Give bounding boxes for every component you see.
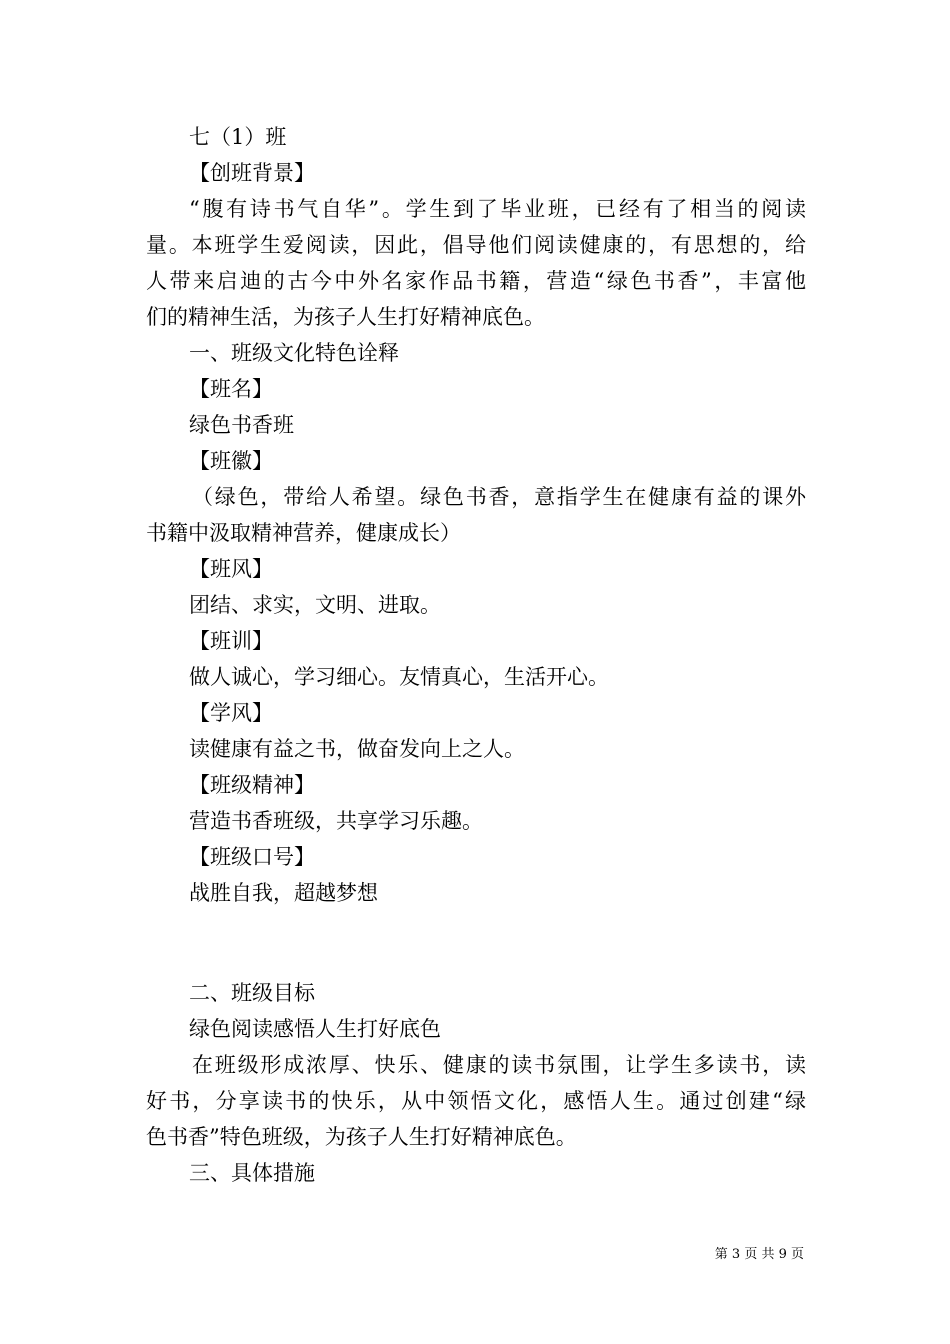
paragraph-goal-line-2: 好书，分享读书的快乐，从中领悟文化，感悟人生。通过创建“绿 xyxy=(146,1089,806,1113)
paragraph-background-line-4: 们的精神生活，为孩子人生打好精神底色。 xyxy=(146,305,545,329)
class-name-line: 七（1）班 xyxy=(189,125,287,149)
value-class-spirit: 营造书香班级，共享学习乐趣。 xyxy=(189,809,483,833)
paragraph-goal-line-3: 色书香”特色班级，为孩子人生打好精神底色。 xyxy=(146,1125,577,1149)
label-class-slogan: 【班级口号】 xyxy=(189,845,315,869)
value-class-motto: 做人诚心，学习细心。友情真心，生活开心。 xyxy=(189,665,609,689)
section-heading-3: 三、具体措施 xyxy=(189,1161,315,1185)
value-class-badge-line-1: （绿色，带给人希望。绿色书香，意指学生在健康有益的课外 xyxy=(192,485,806,509)
section-heading-1: 一、班级文化特色诠释 xyxy=(189,341,399,365)
section-heading-2: 二、班级目标 xyxy=(189,981,315,1005)
paragraph-goal-line-1: 在班级形成浓厚、快乐、健康的读书氛围，让学生多读书，读 xyxy=(192,1053,806,1077)
label-class-style: 【班风】 xyxy=(189,557,273,581)
label-class-spirit: 【班级精神】 xyxy=(189,773,315,797)
value-class-style: 团结、求实，文明、进取。 xyxy=(189,593,441,617)
blank-spacer xyxy=(146,911,806,975)
page-number-footer: 第 3 页 共 9 页 xyxy=(714,1247,804,1262)
document-body xyxy=(146,119,806,1191)
paragraph-background-line-2: 量。本班学生爱阅读，因此，倡导他们阅读健康的，有思想的，给 xyxy=(146,233,806,257)
value-class-slogan: 战胜自我，超越梦想 xyxy=(189,881,378,905)
goal-title: 绿色阅读感悟人生打好底色 xyxy=(189,1017,441,1041)
label-study-style: 【学风】 xyxy=(189,701,273,725)
value-study-style: 读健康有益之书，做奋发向上之人。 xyxy=(189,737,525,761)
label-class-name: 【班名】 xyxy=(189,377,273,401)
label-class-badge: 【班徽】 xyxy=(189,449,273,473)
section-heading-background: 【创班背景】 xyxy=(189,161,315,185)
paragraph-background-line-1: “腹有诗书气自华”。学生到了毕业班，已经有了相当的阅读 xyxy=(189,197,806,221)
value-class-badge-line-2: 书籍中汲取精神营养，健康成长） xyxy=(146,521,461,545)
label-class-motto: 【班训】 xyxy=(189,629,273,653)
paragraph-background-line-3: 人带来启迪的古今中外名家作品书籍，营造“绿色书香”，丰富他 xyxy=(146,269,806,293)
value-class-name: 绿色书香班 xyxy=(189,413,294,437)
